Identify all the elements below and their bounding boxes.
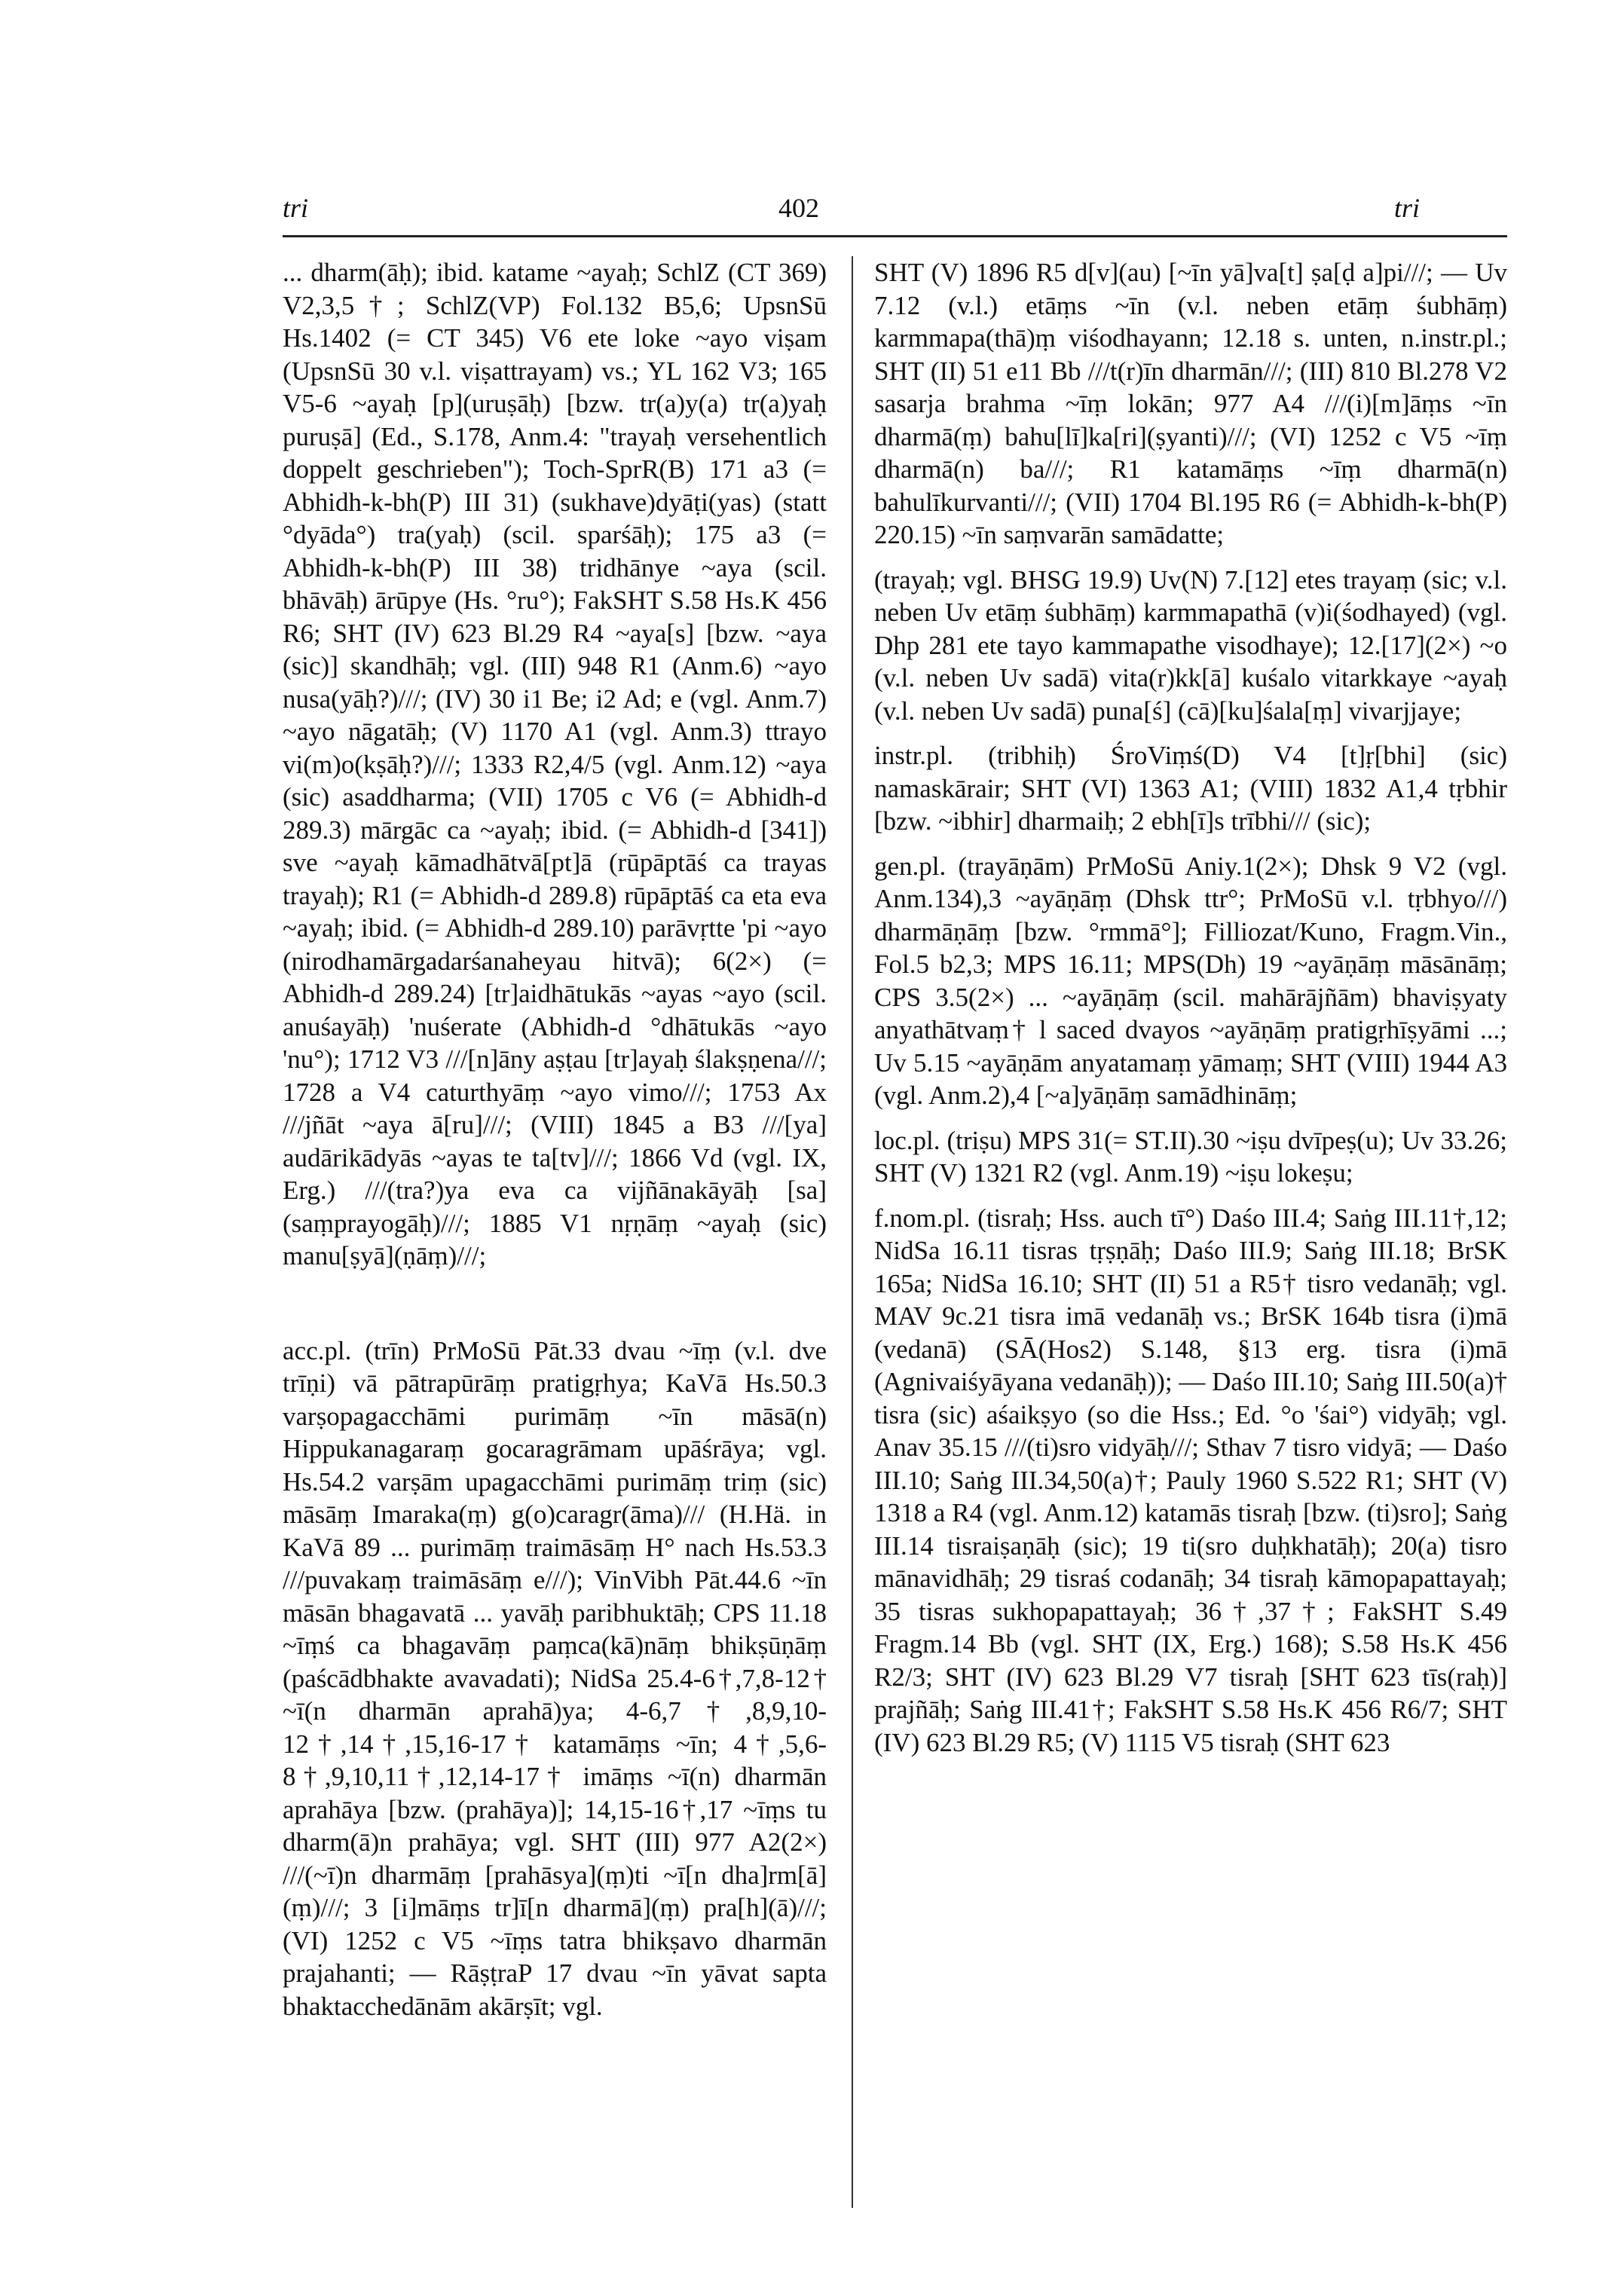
entry-nom-pl-continued: ... dharm(āḥ); ibid. katame ~ayaḥ; SchlZ (CT 369) V2,3,5†; SchlZ(VP) Fol.132 B5,6; UpsnSū Hs.1402 (= CT 345) V6 ete loke ~ayo viṣam (UpsnSū 30 v.l. viṣattrayam) vs.; YL 162 V3; 165 V5-6 ~ayaḥ [p](uruṣāḥ) [bzw. tr(a)y(a) tr(a)yaḥ puruṣā] (Ed., S.178, Anm.4: "trayaḥ versehentlich doppelt geschrieben"); Toch-SprR(B) 171 a3 (= Abhidh-k-bh(P) III 31) (sukhave)dyāṭi(yas) (statt °dyāda°) tra(yaḥ) (scil. sparśāḥ); 175 a3 (= Abhidh-k-bh(P) III 38) tridhānye ~aya (scil. bhāvāḥ) ārūpye (Hs. °ru°); FakSHT S.58 Hs.K 456 R6; SHT (IV) 623 Bl.29 R4 ~aya[s] [bzw. ~aya (sic)] skandhāḥ; vgl. (III) 948 R1 (Anm.6) ~ayo nusa(yāḥ?)///; (IV) 30 i1 Be; i2 Ad; e (vgl. Anm.7) ~ayo nāgatāḥ; (V) 1170 A1 (vgl. Anm.3) ttrayo vi(m)o(kṣāḥ?)///; 1333 R2,4/5 (vgl. Anm.12) ~aya (sic) asaddharma; (VII) 1705 c V6 (= Abhidh-d 289.3) mārgāc ca ~ayaḥ; ibid. (= Abhidh-d [341]) sve ~ayaḥ kāmadhātvā[pt]ā (rūpāptāś ca trayas trayaḥ); R1 (= Abhidh-d 289.8) rūpāptāś ca eta eva ~ayaḥ; ibid. (= Abhidh-d 289.10) parāvṛtte 'pi ~ayo (nirodhamārgadarśanaheyau hitvā); 6(2×) (= Abhidh-d 289.24) [tr]aidhātukās ~ayas ~ayo (scil. anuśayāḥ) 'nuśerate (Abhidh-d °dhātukās ~ayo 'nu°); 1712 V3 ///[n]āny aṣṭau [tr]ayaḥ ślakṣṇena///; 1728 a V4 caturthyāṃ ~ayo vimo///; 1753 Ax ///jñāt ~aya ā[ru]///; (VIII) 1845 a B3 ///[ya] audārikādyās ~ayas te ta[tv]///; 1866 Vd (vgl. IX, Erg.) ///(tra?)ya eva ca vijñānakāyāḥ [sa](saṃprayogāḥ)///; 1885 V1 nṛṇāṃ ~ayaḥ (sic) manu[ṣyā](ṇāṃ)///; (283, 258, 827, 1270)
header-rule (283, 235, 1507, 237)
entry-acc-pl: acc.pl. (trīn) PrMoSū Pāt.33 dvau ~īṃ (v.l. dve trīṇi) vā pātrapūrāṃ pratigṛhya; KaVā Hs.50.3 varṣopagacchāmi purimāṃ ~īn māsā(n) Hippukanagaraṃ gocaragrāmam upāśrāya; vgl. Hs.54.2 varṣām upagacchāmi purimāṃ triṃ (sic) māsāṃ Imaraka(ṃ) g(o)caragr(āma)/// (H.Hä. in KaVā 89 ... purimāṃ traimāsāṃ H° nach Hs.53.3 ///puvakaṃ traimāsāṃ e///); VinVibh Pāt.44.6 ~īn māsān bhagavatā ... yavāḥ paribhuktāḥ; CPS 11.18 ~īṃś ca bhagavāṃ paṃca(kā)nāṃ bhikṣūṇāṃ (paścādbhakte avavadati); NidSa 25.4-6†,7,8-12† ~ī(n dharmān aprahā)ya; 4-6,7†,8,9,10-12†,14†,15,16-17† katamāṃs ~īn; 4†,5,6-8†,9,10,11†,12,14-17† imāṃs ~ī(n) dharmān aprahāya [bzw. (prahāya)]; 14,15-16†,17 ~īṃs tu dharm(ā)n prahāya; vgl. SHT (III) 977 A2(2×) ///(~ī)n dharmāṃ [prahāsya](ṃ)ti ~ī[n dha]rm[ā](ṃ)///; 3 [i]māṃs tr]ī[n dharmā](ṃ) pra[h](ā)///; (VI) 1252 c V5 ~īṃs tatra bhikṣavo dharmān prajahanti; — RāṣṭraP 17 dvau ~īn yāvat sapta bhaktacchedānām akārṣīt; vgl. (283, 1335, 827, 2021)
entry-acc-pl-continued: SHT (V) 1896 R5 d[v](au) [~īn yā]va[t] ṣa[ḍ a]pi///; — Uv 7.12 (v.l.) etāṃs ~īn (v.l. neben etāṃ śubhāṃ) karmmapa(thā)ṃ viśodhayann; 12.18 s. unten, n.instr.pl.; SHT (II) 51 e11 Bb ///t(r)īn dharmān///; (III) 810 Bl.278 V2 sasarja brahma ~īṃ lokān; 977 A4 ///(i)[m]āṃs ~īn dharmā(ṃ) bahu[lī]ka[ri](ṣyanti)///; (VI) 1252 c V5 ~īṃ dharmā(n) ba///; R1 katamāṃs ~īṃ dharmā(n) bahulīkurvanti///; (VII) 1704 Bl.195 R6 (= Abhidh-k-bh(P) 220.15) ~īn saṃvarān samādatte; (874, 258, 1507, 549)
running-head-left: tri (283, 193, 309, 223)
entry-instr-pl: instr.pl. (tribhiḥ) ŚroViṃś(D) V4 [t]ṛ[bhi] (sic) namaskārair; SHT (VI) 1363 A1; (VIII) 1832 A1,4 tṛbhir [bzw. ~ibhir] dharmaiḥ; 2 ebh[ī]s trībhi/// (sic); (874, 741, 1507, 836)
entry-loc-pl: loc.pl. (triṣu) MPS 31(= ST.II).30 ~iṣu dvīpeṣ(u); Uv 33.26; SHT (V) 1321 R2 (vgl. Anm.19) ~iṣu lokeṣu; (874, 1125, 1507, 1188)
column-divider (852, 256, 853, 2208)
page-number: 402 (778, 193, 819, 223)
entry-trayah: (trayaḥ; vgl. BHSG 19.9) Uv(N) 7.[12] etes trayaṃ (sic; v.l. neben Uv etāṃ śubhāṃ) karmmapathā (v)i(śodhayed) (vgl. Dhp 281 ete tayo kammapathe visodhaye); 12.[17](2×) ~o (v.l. neben Uv sadā) vita(r)kk[ā] kuśalo vitarkkaye ~ayaḥ (v.l. neben Uv sadā) puna[ś] (cā)[ku]śala[ṃ] vivarjjaye; (874, 564, 1507, 726)
entry-f-nom-pl: f.nom.pl. (tisraḥ; Hss. auch tī°) Daśo III.4; Saṅg III.11†,12; NidSa 16.11 tisras tṛṣṇāḥ; Daśo III.9; Saṅg III.18; BrSK 165a; NidSa 16.10; SHT (II) 51 a R5† tisro vedanāḥ; vgl. MAV 9c.21 tisra imā vedanāḥ vs.; BrSK 164b tisra (i)mā (vedanā) (SĀ(Hos2) S.148, §13 erg. tisra (i)mā (Agnivaiśyāyana vedanāḥ)); — Daśo III.10; Saṅg III.50(a)† tisra (sic) aśaikṣyo (so die Hss.; Ed. °o 'śai°) vidyāḥ; vgl. Anav 35.15 ///(ti)sro vidyāḥ///; Sthav 7 tisro vidyā; — Daśo III.10; Saṅg III.34,50(a)†; Pauly 1960 S.522 R1; SHT (V) 1318 a R4 (vgl. Anm.12) katamās tisraḥ [bzw. (ti)sro]; Saṅg III.14 tisraiṣaṇāḥ (sic); 19 ti(sro duḥkhatāḥ); 20(a) tisro mānavidhāḥ; 29 tisraś codanāḥ; 34 tisraḥ kāmopapattayaḥ; 35 tisras sukhopapattayaḥ; 36†,37†; FakSHT S.49 Fragm.14 Bb (vgl. SHT (IX, Erg.) 168); S.58 Hs.K 456 R2/3; SHT (IV) 623 Bl.29 V7 tisraḥ [SHT 623 tīs(raḥ)] prajñāḥ; Saṅg III.41†; FakSHT S.58 Hs.K 456 R6/7; SHT (IV) 623 Bl.29 R5; (V) 1115 V5 tisraḥ (SHT 623 (874, 1203, 1507, 1757)
running-head-right: tri (1394, 193, 1421, 223)
entry-gen-pl: gen.pl. (trayāṇām) PrMoSū Aniy.1(2×); Dhsk 9 V2 (vgl. Anm.134),3 ~ayāṇāṃ (Dhsk ttr°; PrMoSū v.l. tṛbhyo///) dharmāṇāṃ [bzw. °rmmā°]; Filliozat/Kuno, Fragm.Vin., Fol.5 b2,3; MPS 16.11; MPS(Dh) 19 ~ayāṇāṃ māsānāṃ; CPS 3.5(2×) ... ~ayāṇāṃ (scil. mahārājñām) bhaviṣyaty anyathātvaṃ† l saced dvayos ~ayāṇāṃ pratigṛhīṣyāmi ...; Uv 5.15 ~ayāṇām anyatamaṃ yāmaṃ; SHT (VIII) 1944 A3 (vgl. Anm.2),4 [~a]yāṇāṃ samādhināṃ; (874, 851, 1507, 1110)
right-column (874, 256, 1507, 1759)
left-column (283, 256, 827, 2023)
